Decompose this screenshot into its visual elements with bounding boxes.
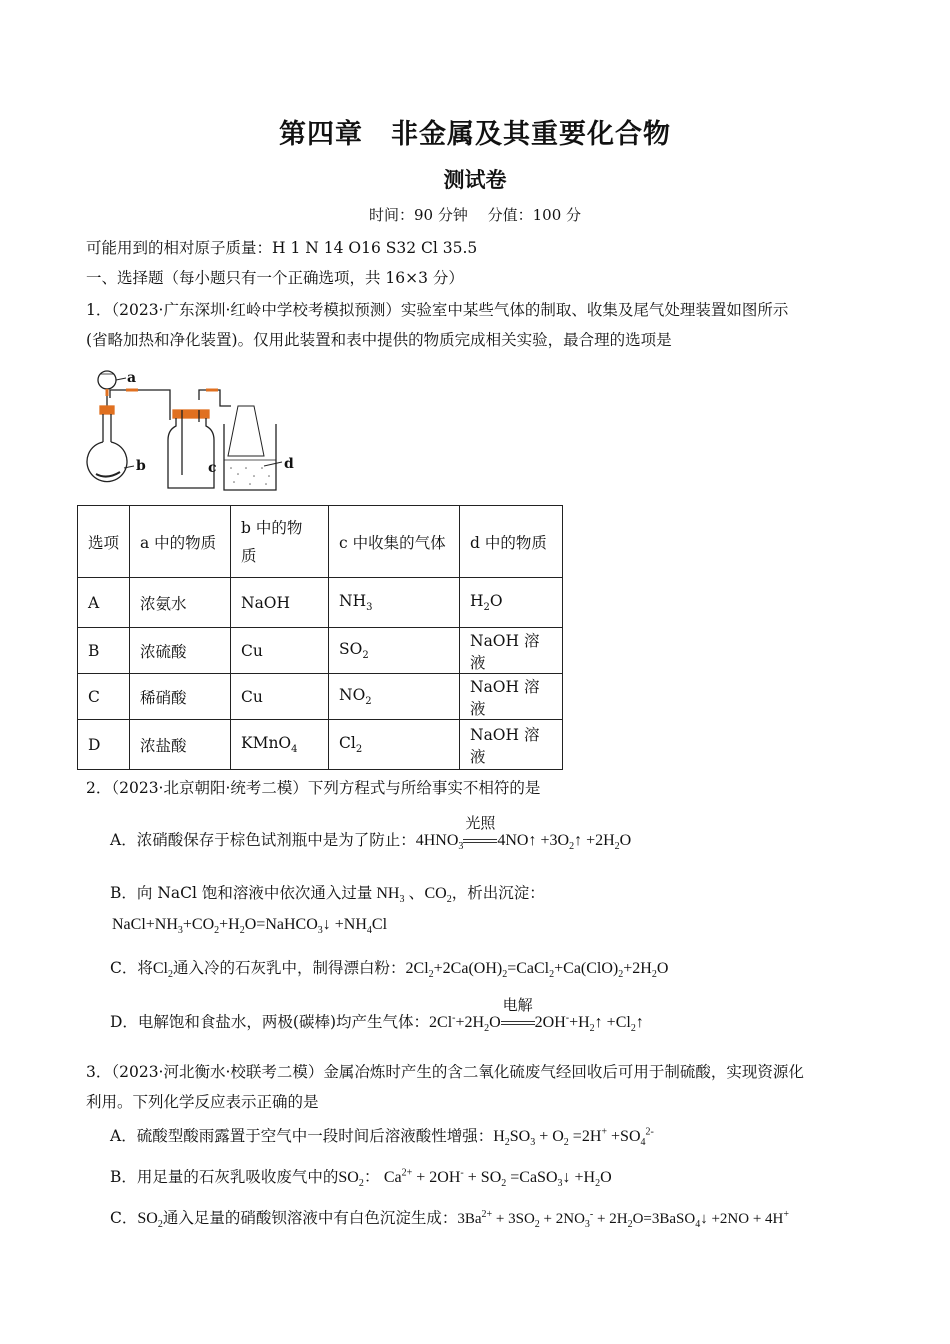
table-cell: 稀硝酸 bbox=[130, 674, 231, 720]
table-header-cell: d 中的物质 bbox=[460, 506, 563, 578]
table-cell: 浓硫酸 bbox=[130, 628, 231, 674]
q2-a-condition: 光照 bbox=[465, 814, 496, 832]
q2-option-c: C．将$Cl_2$通入冷的石灰乳中，制得漂白粉：$2Cl_2+2Ca(OH)_2=CaCl_2+Ca(ClO)_2+2H_2O$ bbox=[110, 959, 669, 981]
table-cell: NaOH bbox=[231, 578, 329, 628]
label-b: b bbox=[136, 458, 146, 474]
table-row bbox=[78, 720, 563, 770]
table-cell: C bbox=[78, 674, 130, 720]
q2-option-b: B．向 NaCl 饱和溶液中依次通入过量 $NH_3$ 、$CO_2$，析出沉淀： bbox=[110, 884, 545, 906]
table-header-cell: 选项 bbox=[78, 506, 130, 578]
table-cell: 浓氨水 bbox=[130, 578, 231, 628]
table-cell: B bbox=[78, 628, 130, 674]
q2-d-condition: 电解 bbox=[502, 996, 533, 1014]
table-row bbox=[78, 578, 563, 628]
q3-option-a: A．硫酸型酸雨露置于空气中一段时间后溶液酸性增强：$H_2SO_3 + O_2 =2H^+ +SO_4^{2-}$ bbox=[110, 1126, 654, 1149]
q2-stem: 2．（2023·北京朝阳·统考二模）下列方程式与所给事实不相符的是 bbox=[86, 779, 541, 797]
q2-option-d: D．电解饱和食盐水，两极(碳棒)均产生气体：$2Cl^-+2H_2O$ 电解 $2OH^-+H_2↑$ $+Cl_2↑$ bbox=[110, 996, 644, 1035]
table-cell: $Cl_2$ bbox=[329, 720, 460, 770]
table-cell: D bbox=[78, 720, 130, 770]
table-row bbox=[78, 674, 563, 720]
q3-option-b: B．用足量的石灰乳吸收废气中的$SO_2$： $Ca^{2+} + 2OH^- + SO_2$ =CaSO$_3$↓ $+H_2O$ bbox=[110, 1167, 612, 1190]
label-c: c bbox=[208, 460, 217, 476]
label-a: a bbox=[127, 370, 137, 386]
table-cell: $SO_2$ bbox=[329, 628, 460, 674]
page-subtitle: 测试卷 bbox=[443, 168, 507, 192]
table-row bbox=[78, 628, 563, 674]
exam-meta: 时间：90 分钟 分值：100 分 bbox=[368, 206, 582, 224]
q1-stem-line2: (省略加热和净化装置)。仅用此装置和表中提供的物质完成相关实验，最合理的选项是 bbox=[86, 331, 672, 349]
table-cell: NaOH 溶液 bbox=[460, 628, 563, 674]
q1-stem-line1: 1．（2023·广东深圳·红岭中学校考模拟预测）实验室中某些气体的制取、收集及尾气处理装置如图所示 bbox=[86, 301, 789, 319]
table-header-cell: c 中收集的气体 bbox=[329, 506, 460, 578]
table-cell: Cu bbox=[231, 674, 329, 720]
section-heading: 一、选择题（每小题只有一个正确选项，共 16×3 分） bbox=[86, 269, 464, 287]
table-header-cell: b 中的物 质 bbox=[231, 506, 329, 578]
atomic-masses: 可能用到的相对原子质量：H 1 N 14 O16 S32 Cl 35.5 bbox=[86, 239, 478, 257]
q3-stem-line1: 3．（2023·河北衡水·校联考二模）金属冶炼时产生的含二氧化硫废气经回收后可用于制硫酸，实现资源化 bbox=[86, 1063, 804, 1081]
table-cell: $NH_3$ bbox=[329, 578, 460, 628]
label-d: d bbox=[284, 456, 294, 472]
table-cell: Cu bbox=[231, 628, 329, 674]
table-cell: NaOH 溶液 bbox=[460, 720, 563, 770]
q1-options-table bbox=[77, 505, 563, 770]
page-title: 第四章 非金属及其重要化合物 bbox=[279, 119, 671, 150]
table-header-row bbox=[78, 506, 563, 578]
table-header-cell: a 中的物质 bbox=[130, 506, 231, 578]
q3-stem-line2: 利用。下列化学反应表示正确的是 bbox=[86, 1093, 319, 1111]
q2-option-a: A．浓硝酸保存于棕色试剂瓶中是为了防止：$4HNO_3$ 光照 4NO↑ $+3O_2↑ +2H_2O$ bbox=[110, 814, 632, 853]
q3-option-c: C．$SO_2$通入足量的硝酸钡溶液中有白色沉淀生成：$3Ba^{2+} + 3SO_2 + 2NO_3^-$ + $2H_2O=3BaSO_4↓ +2NO + 4H^+$ bbox=[110, 1209, 790, 1231]
table-cell: A bbox=[78, 578, 130, 628]
table-cell: $H_2O$ bbox=[460, 578, 563, 628]
table-cell: 浓盐酸 bbox=[130, 720, 231, 770]
table-cell: $NO_2$ bbox=[329, 674, 460, 720]
apparatus-diagram bbox=[86, 360, 306, 495]
q2-option-b-equation: $NaCl+NH_3+CO_2+H_2O=NaHCO_3↓ +NH_4Cl$ bbox=[112, 916, 388, 937]
table-cell: NaOH 溶液 bbox=[460, 674, 563, 720]
table-cell: KMnO$_4$ bbox=[231, 720, 329, 770]
